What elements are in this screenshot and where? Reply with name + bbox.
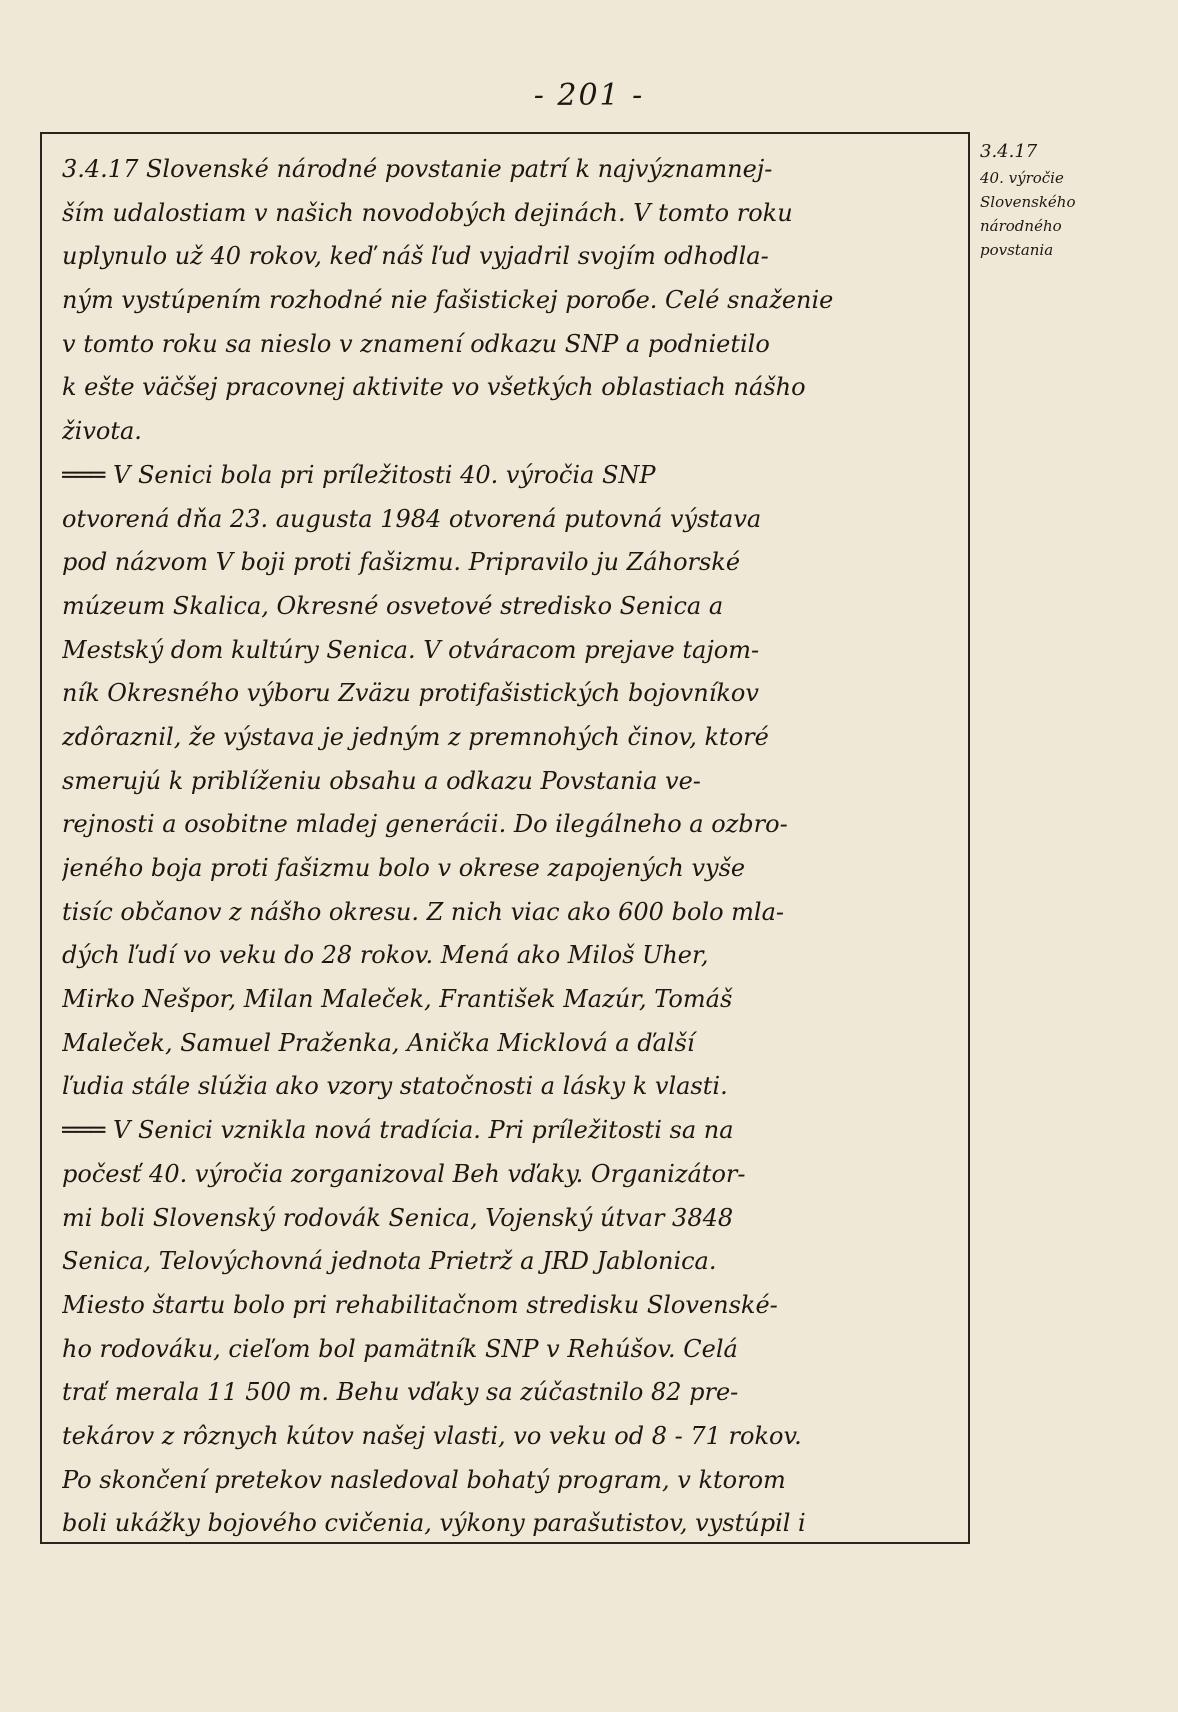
margin-note-line: 3.4.17 bbox=[980, 141, 1038, 162]
text-line: Miesto štartu bolo pri rehabilitačnom stredisku Slovenské- bbox=[62, 1290, 778, 1319]
text-line: k ešte väčšej pracovnej aktivite vo všetkých oblastiach nášho bbox=[62, 373, 806, 402]
margin-note bbox=[980, 138, 1176, 262]
text-line: ho rodováku, cieľom bol pamätník SNP v Rehúšov. Celá bbox=[62, 1334, 738, 1363]
text-line: života. bbox=[62, 417, 142, 446]
margin-note-line: Slovenského bbox=[980, 193, 1076, 211]
text-line: uplynulo už 40 rokov, keď náš ľud vyjadril svojím odhodla- bbox=[62, 242, 769, 271]
text-line: ným vystúpením rozhodné nie fašistickej poroбe. Celé snaženie bbox=[62, 286, 834, 315]
text-line: pod názvom V boji proti fašizmu. Pripravilo ju Záhorské bbox=[62, 548, 741, 577]
text-line: Mirko Nešpor, Milan Maleček, František Mazúr, Tomáš bbox=[62, 985, 733, 1014]
text-line: Maleček, Samuel Praženka, Anička Micklová a ďalší bbox=[62, 1028, 695, 1057]
text-line: ═══ V Senici bola pri príležitosti 40. výročia SNP bbox=[62, 460, 656, 489]
text-line: ═══ V Senici vznikla nová tradícia. Pri príležitosti sa na bbox=[62, 1116, 734, 1145]
text-line: rejnosti a osobitne mladej generácii. Do ilegálneho a ozbro- bbox=[62, 810, 788, 839]
text-line: Senica, Telovýchovná jednota Prietrž a JRD Jablonica. bbox=[62, 1247, 717, 1276]
page-number: - 201 - bbox=[533, 78, 645, 113]
margin-note-line: 40. výročie bbox=[980, 169, 1064, 187]
text-line: smerujú k priblíženiu obsahu a odkazu Povstania ve- bbox=[62, 766, 701, 795]
text-line: múzeum Skalica, Okresné osvetové stredisko Senica a bbox=[62, 591, 724, 620]
text-line: tisíc občanov z nášho okresu. Z nich viac ako 600 bolo mla- bbox=[62, 897, 784, 926]
text-line: jeného boja proti fašizmu bolo v okrese zapojených vyše bbox=[62, 854, 746, 882]
text-line: Po skončení pretekov nasledoval bohatý program, v ktorom bbox=[62, 1465, 786, 1494]
text-line: trať merala 11 500 m. Behu vďaky sa zúčastnilo 82 pre- bbox=[62, 1378, 739, 1407]
text-line: ľudia stále slúžia ako vzory statočnosti a lásky k vlasti. bbox=[62, 1072, 728, 1101]
text-line: ším udalostiam v našich novodobých dejinách. V tomto roku bbox=[62, 198, 793, 227]
text-line: Mestský dom kultúry Senica. V otváracom prejave tajom- bbox=[62, 635, 760, 664]
text-line: počesť 40. výročia zorganizoval Beh vďaky. Organizátor- bbox=[62, 1159, 746, 1188]
text-line: v tomto roku sa nieslo v znamení odkazu SNP a podnietilo bbox=[62, 329, 770, 358]
margin-note-line: národného bbox=[980, 217, 1062, 235]
margin-note-line: povstania bbox=[980, 241, 1054, 259]
text-line: ník Okresného výboru Zväzu protifašistických bojovníkov bbox=[62, 679, 759, 708]
text-line: tekárov z rôznych kútov našej vlasti, vo veku od 8 - 71 rokov. bbox=[62, 1421, 802, 1450]
text-line: mi boli Slovenský rodovák Senica, Vojenský útvar 3848 bbox=[62, 1203, 734, 1232]
text-line: dých ľudí vo veku do 28 rokov. Mená ako Miloš Uher, bbox=[62, 941, 709, 970]
text-line: boli ukážky bojového cvičenia, výkony parašutistov, vystúpil i bbox=[62, 1509, 806, 1538]
text-line: zdôraznil, že výstava je jedným z premnohých činov, ktoré bbox=[62, 722, 769, 751]
chronicle-text bbox=[62, 148, 962, 1546]
text-line: otvorená dňa 23. augusta 1984 otvorená putovná výstava bbox=[62, 504, 762, 533]
margin-rule bbox=[968, 132, 970, 1542]
text-line: 3.4.17 Slovenské národné povstanie patrí k najvýznamnej- bbox=[62, 155, 773, 183]
